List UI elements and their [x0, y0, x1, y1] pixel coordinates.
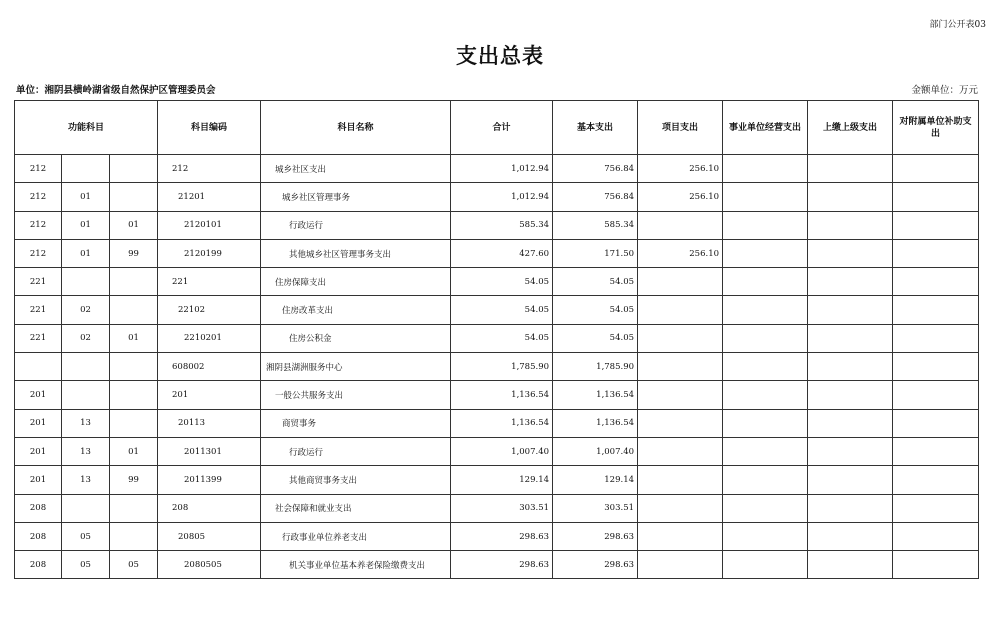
basic-cell: 54.05 [553, 324, 638, 352]
func-class-cell: 212 [15, 155, 62, 183]
func-class-cell: 212 [15, 211, 62, 239]
func-class-cell: 208 [15, 494, 62, 522]
upper-cell [808, 239, 893, 267]
subject-name-cell: 住房公积金 [261, 324, 451, 352]
project-cell [638, 211, 723, 239]
subsidy-cell [893, 466, 979, 494]
func-subitem-cell [110, 522, 158, 550]
business-cell [723, 522, 808, 550]
business-cell [723, 353, 808, 381]
func-item-cell: 13 [62, 466, 110, 494]
table-row [15, 466, 979, 494]
func-class-cell: 201 [15, 437, 62, 465]
func-subitem-cell: 01 [110, 324, 158, 352]
func-item-cell [62, 155, 110, 183]
subject-name-cell: 社会保障和就业支出 [261, 494, 451, 522]
total-cell: 585.34 [451, 211, 553, 239]
expenditure-table [14, 100, 979, 579]
subject-code-cell: 208 [158, 494, 261, 522]
func-subitem-cell [110, 353, 158, 381]
basic-cell: 54.05 [553, 268, 638, 296]
project-cell [638, 296, 723, 324]
header-upper: 上缴上级支出 [808, 101, 893, 155]
subject-code-cell: 21201 [158, 183, 261, 211]
upper-cell [808, 211, 893, 239]
func-item-cell: 01 [62, 239, 110, 267]
subsidy-cell [893, 494, 979, 522]
func-subitem-cell [110, 409, 158, 437]
subject-code-cell: 2011301 [158, 437, 261, 465]
subsidy-cell [893, 409, 979, 437]
func-item-cell: 13 [62, 437, 110, 465]
func-class-cell: 201 [15, 409, 62, 437]
header-subject-code: 科目编码 [158, 101, 261, 155]
table-row [15, 437, 979, 465]
func-subitem-cell [110, 296, 158, 324]
basic-cell: 1,136.54 [553, 409, 638, 437]
func-subitem-cell [110, 381, 158, 409]
header-total: 合计 [451, 101, 553, 155]
business-cell [723, 466, 808, 494]
upper-cell [808, 183, 893, 211]
basic-cell: 54.05 [553, 296, 638, 324]
func-subitem-cell: 01 [110, 211, 158, 239]
business-cell [723, 296, 808, 324]
form-number: 部门公开表03 [929, 20, 986, 30]
subject-code-cell: 608002 [158, 353, 261, 381]
total-cell: 298.63 [451, 522, 553, 550]
table-row [15, 551, 979, 579]
business-cell [723, 155, 808, 183]
subject-name-cell: 住房改革支出 [261, 296, 451, 324]
table-row [15, 409, 979, 437]
func-subitem-cell [110, 268, 158, 296]
subject-name-cell: 一般公共服务支出 [261, 381, 451, 409]
subject-name-cell: 商贸事务 [261, 409, 451, 437]
table-row [15, 381, 979, 409]
upper-cell [808, 268, 893, 296]
project-cell [638, 409, 723, 437]
func-item-cell: 01 [62, 183, 110, 211]
table-row [15, 522, 979, 550]
upper-cell [808, 551, 893, 579]
project-cell: 256.10 [638, 183, 723, 211]
header-subject-name: 科目名称 [261, 101, 451, 155]
func-item-cell: 05 [62, 522, 110, 550]
header-func-subject: 功能科目 [15, 101, 158, 155]
func-class-cell: 221 [15, 324, 62, 352]
func-item-cell [62, 353, 110, 381]
subject-code-cell: 22102 [158, 296, 261, 324]
total-cell: 54.05 [451, 296, 553, 324]
subject-name-cell: 湘阴县湖洲服务中心 [261, 353, 451, 381]
func-class-cell: 212 [15, 239, 62, 267]
func-item-cell: 02 [62, 296, 110, 324]
subsidy-cell [893, 522, 979, 550]
table-row [15, 324, 979, 352]
func-subitem-cell: 99 [110, 239, 158, 267]
header-business: 事业单位经营支出 [723, 101, 808, 155]
subject-code-cell: 2120199 [158, 239, 261, 267]
subject-name-cell: 其他商贸事务支出 [261, 466, 451, 494]
func-class-cell: 201 [15, 466, 62, 494]
table-row [15, 211, 979, 239]
basic-cell: 756.84 [553, 183, 638, 211]
business-cell [723, 381, 808, 409]
table-row [15, 494, 979, 522]
subject-name-cell: 其他城乡社区管理事务支出 [261, 239, 451, 267]
subject-name-cell: 行政运行 [261, 437, 451, 465]
subsidy-cell [893, 239, 979, 267]
subject-code-cell: 201 [158, 381, 261, 409]
upper-cell [808, 409, 893, 437]
total-cell: 1,136.54 [451, 409, 553, 437]
func-class-cell: 212 [15, 183, 62, 211]
total-cell: 427.60 [451, 239, 553, 267]
func-subitem-cell: 01 [110, 437, 158, 465]
subject-name-cell: 行政事业单位养老支出 [261, 522, 451, 550]
basic-cell: 129.14 [553, 466, 638, 494]
subsidy-cell [893, 353, 979, 381]
project-cell [638, 324, 723, 352]
subject-name-cell: 住房保障支出 [261, 268, 451, 296]
func-item-cell: 13 [62, 409, 110, 437]
upper-cell [808, 466, 893, 494]
project-cell [638, 437, 723, 465]
subject-code-cell: 221 [158, 268, 261, 296]
subsidy-cell [893, 551, 979, 579]
total-cell: 54.05 [451, 324, 553, 352]
func-class-cell: 208 [15, 551, 62, 579]
func-item-cell: 02 [62, 324, 110, 352]
project-cell [638, 551, 723, 579]
func-subitem-cell [110, 155, 158, 183]
page-title: 支出总表 [456, 44, 544, 68]
subsidy-cell [893, 155, 979, 183]
basic-cell: 303.51 [553, 494, 638, 522]
table-row [15, 268, 979, 296]
business-cell [723, 239, 808, 267]
basic-cell: 171.50 [553, 239, 638, 267]
subject-name-cell: 机关事业单位基本养老保险缴费支出 [261, 551, 451, 579]
func-class-cell: 201 [15, 381, 62, 409]
upper-cell [808, 381, 893, 409]
subject-code-cell: 2080505 [158, 551, 261, 579]
subject-code-cell: 2120101 [158, 211, 261, 239]
subject-code-cell: 212 [158, 155, 261, 183]
project-cell [638, 494, 723, 522]
business-cell [723, 211, 808, 239]
table-row [15, 155, 979, 183]
upper-cell [808, 522, 893, 550]
subsidy-cell [893, 437, 979, 465]
subsidy-cell [893, 211, 979, 239]
business-cell [723, 268, 808, 296]
total-cell: 303.51 [451, 494, 553, 522]
basic-cell: 585.34 [553, 211, 638, 239]
table-row [15, 353, 979, 381]
func-item-cell [62, 268, 110, 296]
business-cell [723, 437, 808, 465]
subsidy-cell [893, 296, 979, 324]
basic-cell: 756.84 [553, 155, 638, 183]
subject-name-cell: 城乡社区支出 [261, 155, 451, 183]
header-subsidy: 对附属单位补助支出 [893, 101, 979, 155]
business-cell [723, 409, 808, 437]
subject-name-cell: 城乡社区管理事务 [261, 183, 451, 211]
func-class-cell [15, 353, 62, 381]
business-cell [723, 183, 808, 211]
upper-cell [808, 437, 893, 465]
table-header-row [15, 101, 979, 155]
header-project: 项目支出 [638, 101, 723, 155]
upper-cell [808, 494, 893, 522]
currency-unit-label: 金额单位：万元 [911, 85, 978, 96]
func-item-cell [62, 381, 110, 409]
total-cell: 54.05 [451, 268, 553, 296]
subject-code-cell: 20805 [158, 522, 261, 550]
upper-cell [808, 296, 893, 324]
basic-cell: 1,136.54 [553, 381, 638, 409]
basic-cell: 298.63 [553, 551, 638, 579]
project-cell [638, 466, 723, 494]
project-cell [638, 353, 723, 381]
func-class-cell: 221 [15, 268, 62, 296]
header-basic: 基本支出 [553, 101, 638, 155]
func-class-cell: 208 [15, 522, 62, 550]
subsidy-cell [893, 183, 979, 211]
subject-code-cell: 20113 [158, 409, 261, 437]
func-subitem-cell [110, 494, 158, 522]
business-cell [723, 494, 808, 522]
func-subitem-cell: 05 [110, 551, 158, 579]
basic-cell: 298.63 [553, 522, 638, 550]
table-body [15, 155, 979, 579]
table-row [15, 239, 979, 267]
upper-cell [808, 324, 893, 352]
basic-cell: 1,785.90 [553, 353, 638, 381]
total-cell: 129.14 [451, 466, 553, 494]
total-cell: 1,012.94 [451, 155, 553, 183]
subsidy-cell [893, 324, 979, 352]
total-cell: 298.63 [451, 551, 553, 579]
total-cell: 1,785.90 [451, 353, 553, 381]
upper-cell [808, 353, 893, 381]
project-cell: 256.10 [638, 155, 723, 183]
subject-code-cell: 2210201 [158, 324, 261, 352]
subsidy-cell [893, 381, 979, 409]
business-cell [723, 551, 808, 579]
table-row [15, 296, 979, 324]
func-class-cell: 221 [15, 296, 62, 324]
basic-cell: 1,007.40 [553, 437, 638, 465]
func-item-cell: 01 [62, 211, 110, 239]
func-item-cell [62, 494, 110, 522]
func-subitem-cell: 99 [110, 466, 158, 494]
total-cell: 1,007.40 [451, 437, 553, 465]
project-cell [638, 381, 723, 409]
unit-label: 单位：湘阴县横岭湖省级自然保护区管理委员会 [16, 85, 216, 96]
subject-code-cell: 2011399 [158, 466, 261, 494]
func-subitem-cell [110, 183, 158, 211]
subsidy-cell [893, 268, 979, 296]
table-row [15, 183, 979, 211]
upper-cell [808, 155, 893, 183]
total-cell: 1,136.54 [451, 381, 553, 409]
subject-name-cell: 行政运行 [261, 211, 451, 239]
project-cell: 256.10 [638, 239, 723, 267]
project-cell [638, 268, 723, 296]
business-cell [723, 324, 808, 352]
total-cell: 1,012.94 [451, 183, 553, 211]
func-item-cell: 05 [62, 551, 110, 579]
project-cell [638, 522, 723, 550]
